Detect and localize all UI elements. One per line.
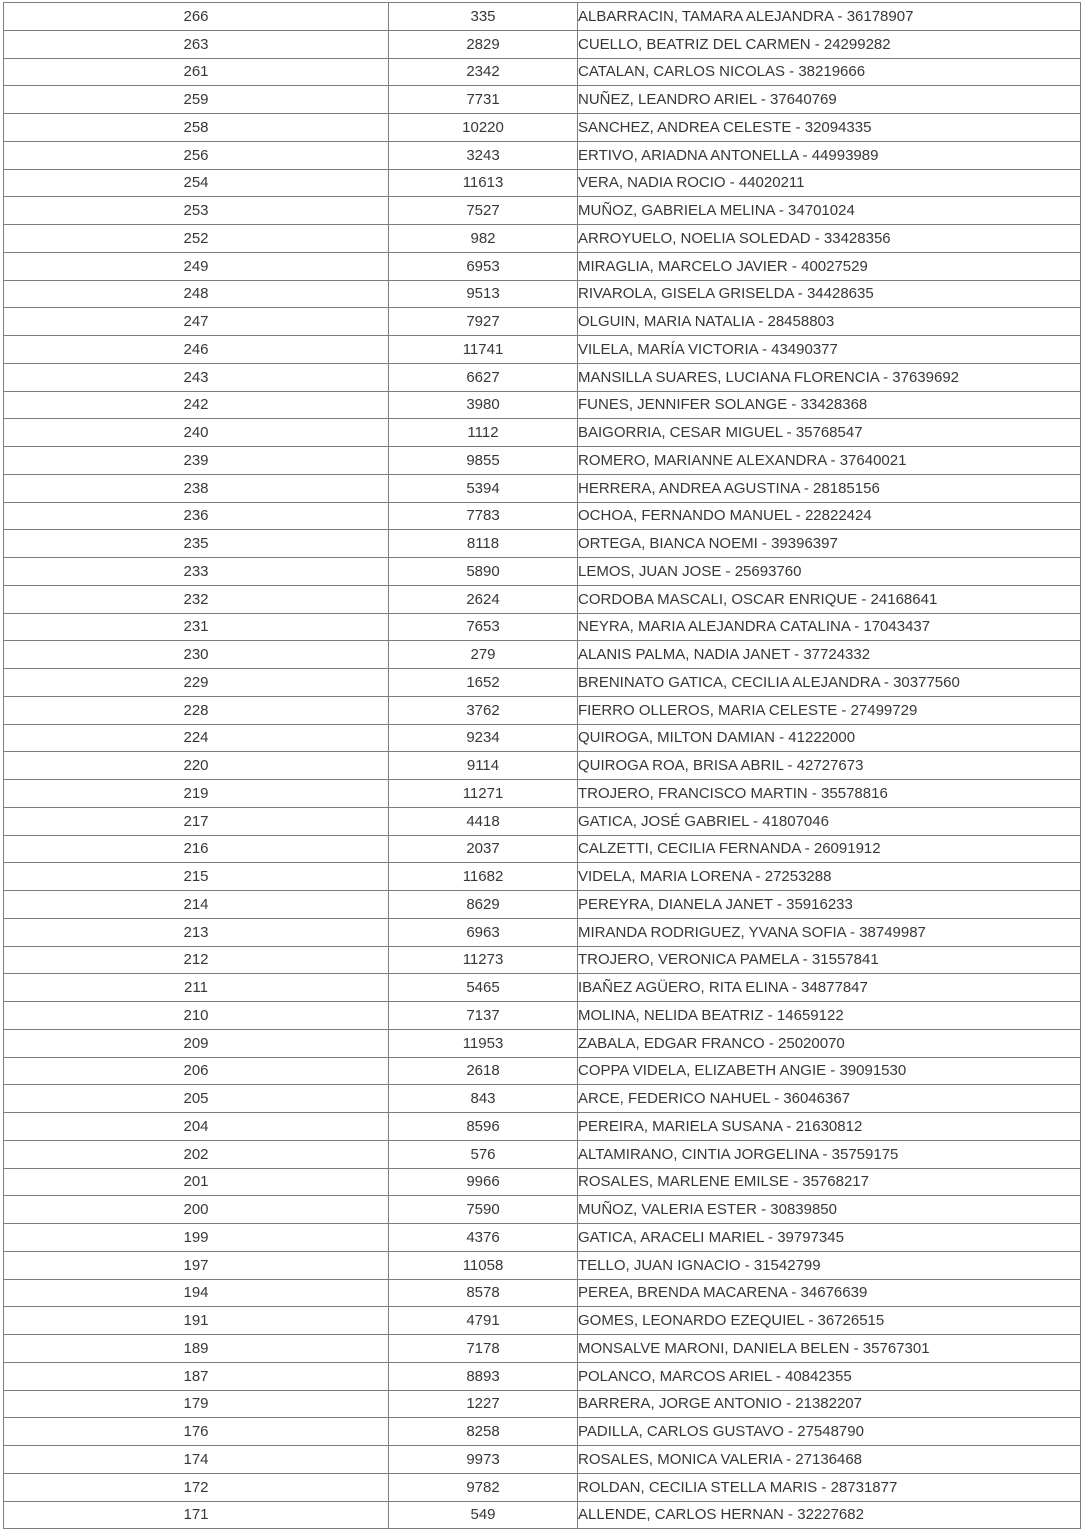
- table-row: [4, 1501, 1081, 1529]
- number-cell: 11953: [389, 1029, 578, 1057]
- number-cell: 7137: [389, 1002, 578, 1030]
- order-cell: 261: [4, 58, 389, 86]
- number-cell: 5890: [389, 558, 578, 586]
- order-cell: 230: [4, 641, 389, 669]
- elector-cell: RIVAROLA, GISELA GRISELDA - 34428635: [578, 280, 1081, 308]
- order-cell: 247: [4, 308, 389, 336]
- order-cell: 214: [4, 891, 389, 919]
- elector-cell: PADILLA, CARLOS GUSTAVO - 27548790: [578, 1418, 1081, 1446]
- order-cell: 200: [4, 1196, 389, 1224]
- number-cell: 3243: [389, 141, 578, 169]
- order-cell: 235: [4, 530, 389, 558]
- number-cell: 4418: [389, 807, 578, 835]
- number-cell: 8893: [389, 1362, 578, 1390]
- table-row: [4, 835, 1081, 863]
- order-cell: 213: [4, 918, 389, 946]
- number-cell: 7731: [389, 86, 578, 114]
- number-cell: 8596: [389, 1113, 578, 1141]
- table-row: [4, 807, 1081, 835]
- elector-cell: ARROYUELO, NOELIA SOLEDAD - 33428356: [578, 225, 1081, 253]
- number-cell: 7527: [389, 197, 578, 225]
- order-cell: 238: [4, 474, 389, 502]
- elector-cell: NEYRA, MARIA ALEJANDRA CATALINA - 17043437: [578, 613, 1081, 641]
- table-row: [4, 1362, 1081, 1390]
- table-row: [4, 114, 1081, 142]
- table-row: [4, 1085, 1081, 1113]
- order-cell: 228: [4, 696, 389, 724]
- elector-cell: ALTAMIRANO, CINTIA JORGELINA - 35759175: [578, 1140, 1081, 1168]
- number-cell: 5394: [389, 474, 578, 502]
- number-cell: 7927: [389, 308, 578, 336]
- order-cell: 233: [4, 558, 389, 586]
- elector-cell: QUIROGA, MILTON DAMIAN - 41222000: [578, 724, 1081, 752]
- table-row: [4, 1446, 1081, 1474]
- table-row: [4, 336, 1081, 364]
- number-cell: 10220: [389, 114, 578, 142]
- elector-cell: GATICA, JOSÉ GABRIEL - 41807046: [578, 807, 1081, 835]
- number-cell: 7590: [389, 1196, 578, 1224]
- table-row: [4, 252, 1081, 280]
- elector-cell: MUÑOZ, GABRIELA MELINA - 34701024: [578, 197, 1081, 225]
- order-cell: 239: [4, 447, 389, 475]
- table-row: [4, 891, 1081, 919]
- elector-cell: ALANIS PALMA, NADIA JANET - 37724332: [578, 641, 1081, 669]
- elector-cell: ALBARRACIN, TAMARA ALEJANDRA - 36178907: [578, 3, 1081, 31]
- elector-cell: ORTEGA, BIANCA NOEMI - 39396397: [578, 530, 1081, 558]
- order-cell: 215: [4, 863, 389, 891]
- order-cell: 252: [4, 225, 389, 253]
- number-cell: 7653: [389, 613, 578, 641]
- table-row: [4, 1251, 1081, 1279]
- number-cell: 6963: [389, 918, 578, 946]
- table-row: [4, 780, 1081, 808]
- table-row: [4, 863, 1081, 891]
- order-cell: 258: [4, 114, 389, 142]
- number-cell: 8578: [389, 1279, 578, 1307]
- number-cell: 9513: [389, 280, 578, 308]
- elector-cell: ROSALES, MONICA VALERIA - 27136468: [578, 1446, 1081, 1474]
- number-cell: 843: [389, 1085, 578, 1113]
- table-row: [4, 669, 1081, 697]
- table-row: [4, 1279, 1081, 1307]
- elector-cell: POLANCO, MARCOS ARIEL - 40842355: [578, 1362, 1081, 1390]
- elector-cell: MOLINA, NELIDA BEATRIZ - 14659122: [578, 1002, 1081, 1030]
- number-cell: 9973: [389, 1446, 578, 1474]
- table-row: [4, 86, 1081, 114]
- elector-cell: PEREA, BRENDA MACARENA - 34676639: [578, 1279, 1081, 1307]
- elector-cell: OCHOA, FERNANDO MANUEL - 22822424: [578, 502, 1081, 530]
- order-cell: 253: [4, 197, 389, 225]
- number-cell: 11682: [389, 863, 578, 891]
- number-cell: 6953: [389, 252, 578, 280]
- elector-cell: ROSALES, MARLENE EMILSE - 35768217: [578, 1168, 1081, 1196]
- order-cell: 199: [4, 1224, 389, 1252]
- table-row: [4, 1113, 1081, 1141]
- order-cell: 242: [4, 391, 389, 419]
- order-cell: 217: [4, 807, 389, 835]
- order-cell: 171: [4, 1501, 389, 1529]
- elector-cell: OLGUIN, MARIA NATALIA - 28458803: [578, 308, 1081, 336]
- order-cell: 248: [4, 280, 389, 308]
- elector-cell: QUIROGA ROA, BRISA ABRIL - 42727673: [578, 752, 1081, 780]
- table-row: [4, 1168, 1081, 1196]
- table-row: [4, 946, 1081, 974]
- number-cell: 4376: [389, 1224, 578, 1252]
- table-row: [4, 280, 1081, 308]
- table-row: [4, 58, 1081, 86]
- order-cell: 206: [4, 1057, 389, 1085]
- elector-cell: MONSALVE MARONI, DANIELA BELEN - 35767301: [578, 1335, 1081, 1363]
- table-row: [4, 974, 1081, 1002]
- elector-cell: VILELA, MARÍA VICTORIA - 43490377: [578, 336, 1081, 364]
- elector-cell: TROJERO, VERONICA PAMELA - 31557841: [578, 946, 1081, 974]
- elector-cell: GATICA, ARACELI MARIEL - 39797345: [578, 1224, 1081, 1252]
- elector-cell: VIDELA, MARIA LORENA - 27253288: [578, 863, 1081, 891]
- order-cell: 266: [4, 3, 389, 31]
- order-cell: 212: [4, 946, 389, 974]
- table-row: [4, 1002, 1081, 1030]
- order-cell: 259: [4, 86, 389, 114]
- elector-cell: PEREYRA, DIANELA JANET - 35916233: [578, 891, 1081, 919]
- number-cell: 1227: [389, 1390, 578, 1418]
- table-row: [4, 724, 1081, 752]
- order-cell: 197: [4, 1251, 389, 1279]
- number-cell: 9114: [389, 752, 578, 780]
- elector-cell: MIRAGLIA, MARCELO JAVIER - 40027529: [578, 252, 1081, 280]
- number-cell: 335: [389, 3, 578, 31]
- elector-cell: CATALAN, CARLOS NICOLAS - 38219666: [578, 58, 1081, 86]
- elector-cell: COPPA VIDELA, ELIZABETH ANGIE - 39091530: [578, 1057, 1081, 1085]
- order-cell: 229: [4, 669, 389, 697]
- order-cell: 210: [4, 1002, 389, 1030]
- table-row: [4, 641, 1081, 669]
- elector-cell: PEREIRA, MARIELA SUSANA - 21630812: [578, 1113, 1081, 1141]
- number-cell: 9855: [389, 447, 578, 475]
- elector-cell: HERRERA, ANDREA AGUSTINA - 28185156: [578, 474, 1081, 502]
- table-row: [4, 696, 1081, 724]
- order-cell: 254: [4, 169, 389, 197]
- elector-cell: TROJERO, FRANCISCO MARTIN - 35578816: [578, 780, 1081, 808]
- table-row: [4, 613, 1081, 641]
- table-row: [4, 502, 1081, 530]
- order-cell: 191: [4, 1307, 389, 1335]
- number-cell: 2618: [389, 1057, 578, 1085]
- order-cell: 231: [4, 613, 389, 641]
- order-cell: 219: [4, 780, 389, 808]
- elector-cell: SANCHEZ, ANDREA CELESTE - 32094335: [578, 114, 1081, 142]
- order-cell: 216: [4, 835, 389, 863]
- number-cell: 9966: [389, 1168, 578, 1196]
- table-row: [4, 1196, 1081, 1224]
- table-row: [4, 197, 1081, 225]
- order-cell: 209: [4, 1029, 389, 1057]
- number-cell: 11273: [389, 946, 578, 974]
- number-cell: 6627: [389, 363, 578, 391]
- elector-cell: GOMES, LEONARDO EZEQUIEL - 36726515: [578, 1307, 1081, 1335]
- number-cell: 11058: [389, 1251, 578, 1279]
- table-row: [4, 1390, 1081, 1418]
- order-cell: 220: [4, 752, 389, 780]
- order-cell: 224: [4, 724, 389, 752]
- document-page: [3, 2, 1080, 1529]
- electors-table-body: [4, 3, 1081, 1529]
- elector-cell: MANSILLA SUARES, LUCIANA FLORENCIA - 37639692: [578, 363, 1081, 391]
- table-row: [4, 447, 1081, 475]
- elector-cell: IBAÑEZ AGÜERO, RITA ELINA - 34877847: [578, 974, 1081, 1002]
- table-row: [4, 363, 1081, 391]
- order-cell: 194: [4, 1279, 389, 1307]
- number-cell: 576: [389, 1140, 578, 1168]
- elector-cell: ZABALA, EDGAR FRANCO - 25020070: [578, 1029, 1081, 1057]
- table-row: [4, 1335, 1081, 1363]
- number-cell: 982: [389, 225, 578, 253]
- order-cell: 189: [4, 1335, 389, 1363]
- order-cell: 179: [4, 1390, 389, 1418]
- table-row: [4, 474, 1081, 502]
- elector-cell: LEMOS, JUAN JOSE - 25693760: [578, 558, 1081, 586]
- number-cell: 2829: [389, 30, 578, 58]
- elector-cell: ROMERO, MARIANNE ALEXANDRA - 37640021: [578, 447, 1081, 475]
- number-cell: 8118: [389, 530, 578, 558]
- number-cell: 279: [389, 641, 578, 669]
- number-cell: 5465: [389, 974, 578, 1002]
- table-row: [4, 1418, 1081, 1446]
- elector-cell: FIERRO OLLEROS, MARIA CELESTE - 27499729: [578, 696, 1081, 724]
- table-row: [4, 391, 1081, 419]
- table-row: [4, 1307, 1081, 1335]
- order-cell: 240: [4, 419, 389, 447]
- number-cell: 2037: [389, 835, 578, 863]
- table-row: [4, 585, 1081, 613]
- elector-cell: BRENINATO GATICA, CECILIA ALEJANDRA - 30377560: [578, 669, 1081, 697]
- number-cell: 1652: [389, 669, 578, 697]
- order-cell: 263: [4, 30, 389, 58]
- elector-cell: VERA, NADIA ROCIO - 44020211: [578, 169, 1081, 197]
- electors-table: [3, 2, 1081, 1529]
- table-row: [4, 225, 1081, 253]
- order-cell: 204: [4, 1113, 389, 1141]
- elector-cell: MUÑOZ, VALERIA ESTER - 30839850: [578, 1196, 1081, 1224]
- number-cell: 11741: [389, 336, 578, 364]
- table-row: [4, 308, 1081, 336]
- number-cell: 9782: [389, 1473, 578, 1501]
- elector-cell: ALLENDE, CARLOS HERNAN - 32227682: [578, 1501, 1081, 1529]
- table-row: [4, 918, 1081, 946]
- table-row: [4, 530, 1081, 558]
- number-cell: 11613: [389, 169, 578, 197]
- table-row: [4, 1473, 1081, 1501]
- order-cell: 205: [4, 1085, 389, 1113]
- number-cell: 4791: [389, 1307, 578, 1335]
- elector-cell: CALZETTI, CECILIA FERNANDA - 26091912: [578, 835, 1081, 863]
- table-row: [4, 419, 1081, 447]
- number-cell: 8258: [389, 1418, 578, 1446]
- elector-cell: ERTIVO, ARIADNA ANTONELLA - 44993989: [578, 141, 1081, 169]
- order-cell: 172: [4, 1473, 389, 1501]
- number-cell: 8629: [389, 891, 578, 919]
- elector-cell: FUNES, JENNIFER SOLANGE - 33428368: [578, 391, 1081, 419]
- table-row: [4, 558, 1081, 586]
- order-cell: 187: [4, 1362, 389, 1390]
- table-row: [4, 1224, 1081, 1252]
- order-cell: 256: [4, 141, 389, 169]
- number-cell: 1112: [389, 419, 578, 447]
- order-cell: 243: [4, 363, 389, 391]
- number-cell: 549: [389, 1501, 578, 1529]
- elector-cell: ROLDAN, CECILIA STELLA MARIS - 28731877: [578, 1473, 1081, 1501]
- elector-cell: MIRANDA RODRIGUEZ, YVANA SOFIA - 38749987: [578, 918, 1081, 946]
- elector-cell: BAIGORRIA, CESAR MIGUEL - 35768547: [578, 419, 1081, 447]
- number-cell: 7178: [389, 1335, 578, 1363]
- order-cell: 246: [4, 336, 389, 364]
- table-row: [4, 30, 1081, 58]
- table-row: [4, 1029, 1081, 1057]
- table-row: [4, 169, 1081, 197]
- number-cell: 9234: [389, 724, 578, 752]
- table-row: [4, 1057, 1081, 1085]
- number-cell: 11271: [389, 780, 578, 808]
- elector-cell: ARCE, FEDERICO NAHUEL - 36046367: [578, 1085, 1081, 1113]
- table-row: [4, 752, 1081, 780]
- order-cell: 236: [4, 502, 389, 530]
- order-cell: 211: [4, 974, 389, 1002]
- order-cell: 249: [4, 252, 389, 280]
- elector-cell: CORDOBA MASCALI, OSCAR ENRIQUE - 24168641: [578, 585, 1081, 613]
- table-row: [4, 141, 1081, 169]
- number-cell: 2342: [389, 58, 578, 86]
- order-cell: 176: [4, 1418, 389, 1446]
- elector-cell: BARRERA, JORGE ANTONIO - 21382207: [578, 1390, 1081, 1418]
- number-cell: 3762: [389, 696, 578, 724]
- order-cell: 201: [4, 1168, 389, 1196]
- number-cell: 2624: [389, 585, 578, 613]
- elector-cell: NUÑEZ, LEANDRO ARIEL - 37640769: [578, 86, 1081, 114]
- number-cell: 3980: [389, 391, 578, 419]
- elector-cell: CUELLO, BEATRIZ DEL CARMEN - 24299282: [578, 30, 1081, 58]
- order-cell: 232: [4, 585, 389, 613]
- elector-cell: TELLO, JUAN IGNACIO - 31542799: [578, 1251, 1081, 1279]
- table-row: [4, 3, 1081, 31]
- number-cell: 7783: [389, 502, 578, 530]
- order-cell: 202: [4, 1140, 389, 1168]
- table-row: [4, 1140, 1081, 1168]
- order-cell: 174: [4, 1446, 389, 1474]
